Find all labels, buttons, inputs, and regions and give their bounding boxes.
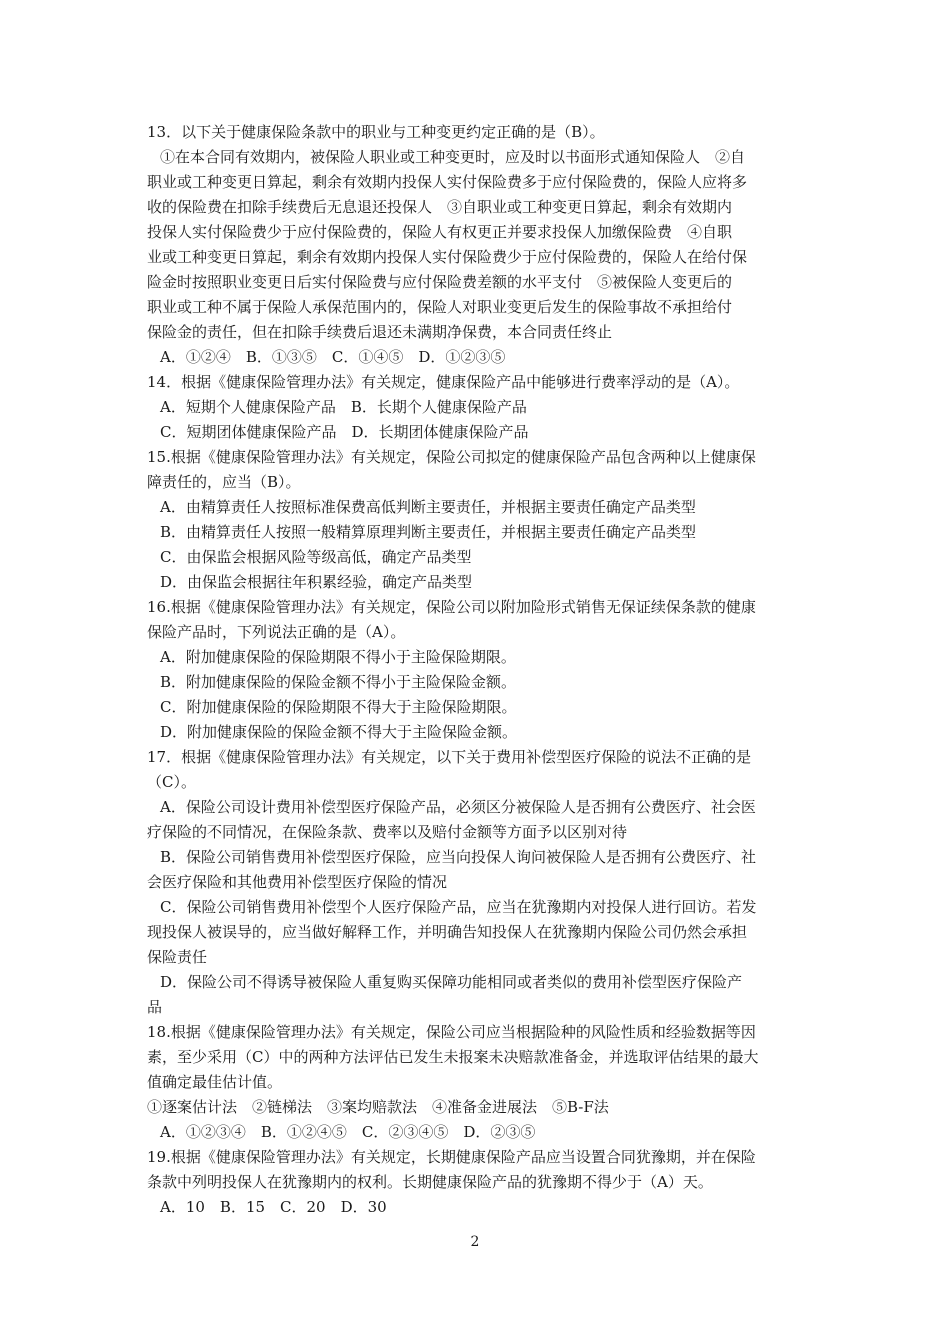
question-body-line: 保险金的责任，但在扣除手续费后退还未满期净保费，本合同责任终止 <box>147 323 613 341</box>
question-18 <box>147 1020 813 1145</box>
question-body-line: 投保人实付保险费少于应付保险费的，保险人有权更正并要求投保人加缴保险费 ④自职 <box>147 223 733 241</box>
question-body-line: 职业或工种不属于保险人承保范围内的，保险人对职业变更后发生的保险事故不承担给付 <box>147 298 733 316</box>
answer-option: A．保险公司设计费用补偿型医疗保险产品，必须区分被保险人是否拥有公费医疗、社会医 <box>160 798 756 816</box>
question-stem: 素，至少采用（C）中的两种方法评估已发生未报案未决赔款准备金，并选取评估结果的最大 <box>147 1048 759 1066</box>
answer-option: C．附加健康保险的保险期限不得大于主险保险期限。 <box>160 698 517 716</box>
question-stem: 18.根据《健康保险管理办法》有关规定，保险公司应当根据险种的风险性质和经验数据等因 <box>147 1023 756 1041</box>
question-14 <box>147 370 813 445</box>
answer-option: C．保险公司销售费用补偿型个人医疗保险产品，应当在犹豫期内对投保人进行回访。若发 <box>160 898 757 916</box>
answer-option: D．保险公司不得诱导被保险人重复购买保障功能相同或者类似的费用补偿型医疗保险产 <box>160 973 743 991</box>
answer-options: A．①②④ B．①③⑤ C．①④⑤ D．①②③⑤ <box>160 348 506 366</box>
answer-options: A．短期个人健康保险产品 B．长期个人健康保险产品 <box>160 398 527 416</box>
answer-options: A．①②③④ B．①②④⑤ C．②③④⑤ D．②③⑤ <box>160 1123 536 1141</box>
page-content <box>147 120 813 1220</box>
answer-option: D．由保监会根据往年积累经验，确定产品类型 <box>160 573 473 591</box>
question-stem: 值确定最佳估计值。 <box>147 1073 283 1091</box>
answer-option-continued: 会医疗保险和其他费用补偿型医疗保险的情况 <box>147 873 448 891</box>
answer-option: B．由精算责任人按照一般精算原理判断主要责任，并根据主要责任确定产品类型 <box>160 523 697 541</box>
method-list: ①逐案估计法 ②链梯法 ③案均赔款法 ④准备金进展法 ⑤B-F法 <box>147 1098 609 1116</box>
answer-option: D．附加健康保险的保险金额不得大于主险保险金额。 <box>160 723 518 741</box>
question-body-line: 收的保险费在扣除手续费后无息退还投保人 ③自职业或工种变更日算起，剩余有效期内 <box>147 198 733 216</box>
question-body-line: ①在本合同有效期内，被保险人职业或工种变更时，应及时以书面形式通知保险人 ②自 <box>160 148 746 166</box>
question-stem: 障责任的，应当（B）。 <box>147 473 301 491</box>
question-body-line: 险金时按照职业变更日后实付保险费与应付保险费差额的水平支付 ⑤被保险人变更后的 <box>147 273 733 291</box>
question-19 <box>147 1145 813 1220</box>
question-13 <box>147 120 813 370</box>
question-stem: 条款中列明投保人在犹豫期内的权利。长期健康保险产品的犹豫期不得少于（A）天。 <box>147 1173 713 1191</box>
question-stem: 15.根据《健康保险管理办法》有关规定，保险公司拟定的健康保险产品包含两种以上健康保 <box>147 448 756 466</box>
answer-option-continued: 疗保险的不同情况，在保险条款、费率以及赔付金额等方面予以区别对待 <box>147 823 628 841</box>
question-stem: 19.根据《健康保险管理办法》有关规定，长期健康保险产品应当设置合同犹豫期，并在保险 <box>147 1148 756 1166</box>
answer-option: C．由保监会根据风险等级高低，确定产品类型 <box>160 548 472 566</box>
answer-option: A．附加健康保险的保险期限不得小于主险保险期限。 <box>160 648 516 666</box>
question-stem: （C）。 <box>147 773 196 791</box>
answer-option-continued: 现投保人被误导的，应当做好解释工作，并明确告知投保人在犹豫期内保险公司仍然会承担 <box>147 923 748 941</box>
question-stem: 16.根据《健康保险管理办法》有关规定，保险公司以附加险形式销售无保证续保条款的健康 <box>147 598 756 616</box>
question-stem: 14．根据《健康保险管理办法》有关规定，健康保险产品中能够进行费率浮动的是（A）。 <box>147 373 740 391</box>
answer-option: B．附加健康保险的保险金额不得小于主险保险金额。 <box>160 673 517 691</box>
answer-option-continued: 品 <box>147 998 163 1016</box>
answer-option: B．保险公司销售费用补偿型医疗保险，应当向投保人询问被保险人是否拥有公费医疗、社 <box>160 848 757 866</box>
question-stem: 保险产品时，下列说法正确的是（A）。 <box>147 623 406 641</box>
answer-option: A．由精算责任人按照标准保费高低判断主要责任，并根据主要责任确定产品类型 <box>160 498 696 516</box>
answer-options: C．短期团体健康保险产品 D．长期团体健康保险产品 <box>160 423 529 441</box>
question-17 <box>147 745 813 1020</box>
question-15 <box>147 445 813 595</box>
answer-options: A．10 B．15 C．20 D．30 <box>160 1198 387 1216</box>
question-16 <box>147 595 813 745</box>
question-body-line: 职业或工种变更日算起，剩余有效期内投保人实付保险费多于应付保险费的，保险人应将多 <box>147 173 748 191</box>
question-stem: 13．以下关于健康保险条款中的职业与工种变更约定正确的是（B）。 <box>147 123 605 141</box>
question-body-line: 业或工种变更日算起，剩余有效期内投保人实付保险费少于应付保险费的，保险人在给付保 <box>147 248 748 266</box>
question-stem: 17．根据《健康保险管理办法》有关规定，以下关于费用补偿型医疗保险的说法不正确的是 <box>147 748 752 766</box>
answer-option-continued: 保险责任 <box>147 948 208 966</box>
page-number: 2 <box>470 1234 480 1250</box>
